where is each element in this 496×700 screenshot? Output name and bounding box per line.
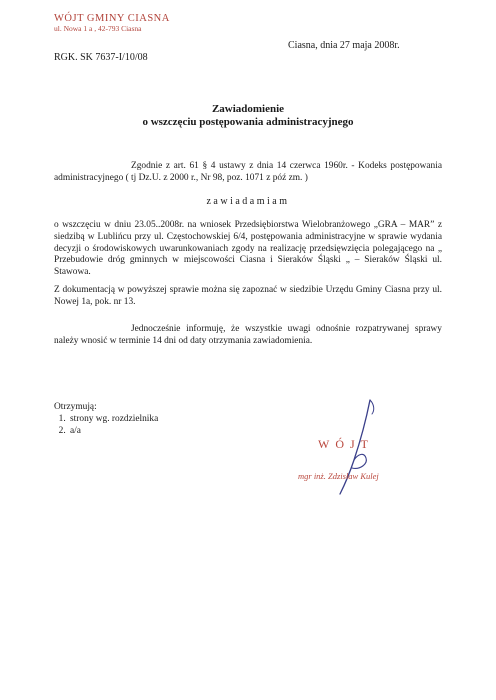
list-item: 2. a/a [68, 426, 158, 438]
document-subtitle: o wszczęciu postępowania administracyjnego [142, 116, 354, 128]
office-stamp [54, 13, 170, 34]
stamp-title: WÓJT GMINY CIASNA [54, 13, 170, 24]
recipients-list [54, 414, 158, 438]
legal-basis-paragraph: Zgodnie z art. 61 § 4 ustawy z dnia 14 czerwca 1960r. - Kodeks postępowania administracyjnego ( tj Dz.U. z 2000 r., Nr 98, poz. 1071 z póź zm. ) [54, 161, 442, 183]
list-item: 1. strony wg. rozdzielnika [68, 414, 158, 426]
info-paragraph: Jednocześnie informuję, że wszystkie uwagi odnośnie rozpatrywanej sprawy należy wnosić w terminie 14 dni od daty otrzymania zawiadomienia. [54, 324, 442, 346]
recipients-block [54, 402, 158, 437]
stamp-address: ul. Nowa 1 a , 42-793 Ciasna [54, 24, 142, 34]
documentation-paragraph: Z dokumentacją w powyższej sprawie można się zapoznać w siedzibie Urzędu Gminy Ciasna przy ul. Nowej 1a, pok. nr 13. [54, 285, 442, 307]
place-date: Ciasna, dnia 27 maja 2008r. [288, 40, 400, 51]
official-name: mgr inż. Zdzisław Kulej [298, 471, 379, 481]
document-title: Zawiadomienie [211, 103, 285, 115]
recipients-label: Otrzymują: [54, 402, 97, 412]
notify-word: zawiadamiam [206, 196, 290, 207]
main-paragraph: o wszczęciu w dniu 23.05..2008r. na wniosek Przedsiębiorstwa Wielobranżowego „GRA – MAR” z siedzibą w Lublińcu przy ul. Częstochowskiej 6/4, postępowania administracyjne w sprawie wydania decyzji o środowiskowych uwarunkowaniach zgody na realizację przedsięwzięcia polegającego na „ Przebudowie dróg gminnych w miejscowości Ciasna i Sieraków Śląski „ – Sieraków Śląski ul. Stawowa. [54, 220, 442, 278]
reference-number: RGK. SK 7637-I/10/08 [54, 52, 148, 63]
official-title: WÓJT [318, 437, 374, 451]
